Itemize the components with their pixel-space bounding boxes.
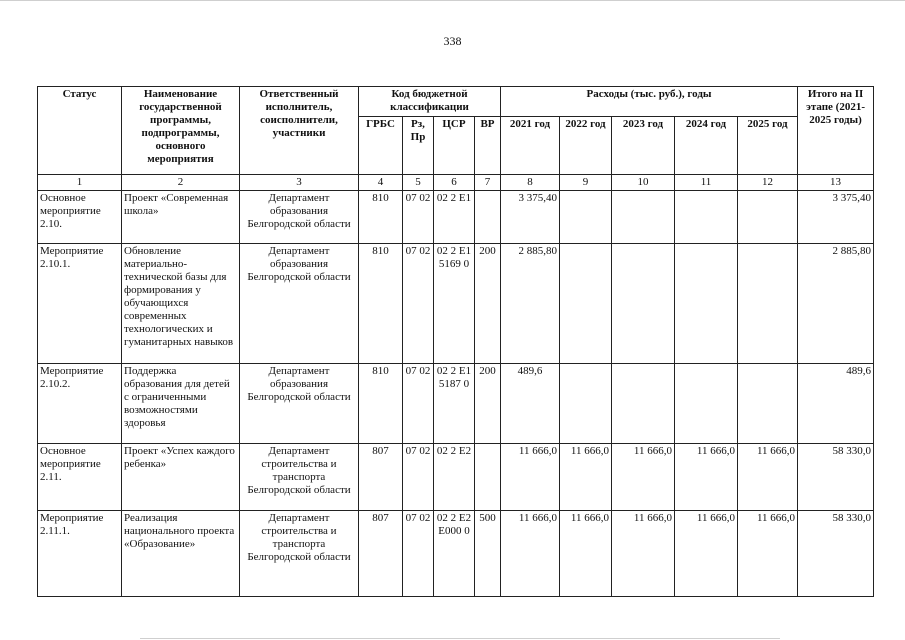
cell-2021: 2 885,80 bbox=[501, 244, 560, 364]
header-rzpr: Рз, Пр bbox=[403, 117, 434, 175]
cell-2022: 11 666,0 bbox=[560, 511, 612, 597]
cell-csr: 02 2 E1 bbox=[434, 191, 475, 244]
cell-name: Проект «Современная школа» bbox=[122, 191, 240, 244]
cell-rzpr: 07 02 bbox=[403, 511, 434, 597]
cell-grbs: 810 bbox=[359, 191, 403, 244]
cell-2023: 11 666,0 bbox=[612, 444, 675, 511]
cell-grbs: 807 bbox=[359, 444, 403, 511]
cell-2023 bbox=[612, 191, 675, 244]
cell-2022 bbox=[560, 191, 612, 244]
cell-status: Мероприятие 2.10.1. bbox=[38, 244, 122, 364]
cell-2021: 489,6 bbox=[501, 364, 560, 444]
cell-2024: 11 666,0 bbox=[675, 444, 738, 511]
cell-vr: 200 bbox=[475, 244, 501, 364]
header-grbs: ГРБС bbox=[359, 117, 403, 175]
cell-rzpr: 07 02 bbox=[403, 244, 434, 364]
header-2024: 2024 год bbox=[675, 117, 738, 175]
cell-2023 bbox=[612, 364, 675, 444]
column-number: 11 bbox=[675, 175, 738, 191]
column-number: 9 bbox=[560, 175, 612, 191]
column-number: 1 bbox=[38, 175, 122, 191]
cell-2025 bbox=[738, 191, 798, 244]
column-number: 13 bbox=[798, 175, 874, 191]
column-number: 6 bbox=[434, 175, 475, 191]
header-expenses: Расходы (тыс. руб.), годы bbox=[501, 87, 798, 117]
cell-2025 bbox=[738, 244, 798, 364]
cell-responsible: Департамент образования Белгородской области bbox=[240, 191, 359, 244]
cell-name: Проект «Успех каждого ребенка» bbox=[122, 444, 240, 511]
column-number: 2 bbox=[122, 175, 240, 191]
cell-vr: 200 bbox=[475, 364, 501, 444]
cell-vr: 500 bbox=[475, 511, 501, 597]
cell-csr: 02 2 E1 5169 0 bbox=[434, 244, 475, 364]
table-row bbox=[38, 444, 874, 511]
table-row bbox=[38, 191, 874, 244]
cell-grbs: 810 bbox=[359, 244, 403, 364]
bottom-edge-line bbox=[140, 638, 780, 639]
cell-total: 2 885,80 bbox=[798, 244, 874, 364]
header-csr: ЦСР bbox=[434, 117, 475, 175]
cell-vr bbox=[475, 191, 501, 244]
top-edge-line bbox=[0, 0, 905, 1]
page-number: 338 bbox=[443, 34, 462, 48]
table-row bbox=[38, 244, 874, 364]
column-number: 4 bbox=[359, 175, 403, 191]
column-number: 5 bbox=[403, 175, 434, 191]
cell-responsible: Департамент образования Белгородской области bbox=[240, 364, 359, 444]
cell-2021: 3 375,40 bbox=[501, 191, 560, 244]
cell-status: Мероприятие 2.10.2. bbox=[38, 364, 122, 444]
cell-name: Обновление материально-технической базы для формирования у обучающихся современных технологических и гуманитарных навыков bbox=[122, 244, 240, 364]
cell-total: 58 330,0 bbox=[798, 444, 874, 511]
cell-vr bbox=[475, 444, 501, 511]
cell-rzpr: 07 02 bbox=[403, 444, 434, 511]
header-2023: 2023 год bbox=[612, 117, 675, 175]
header-responsible: Ответственный исполнитель, соисполнители, участники bbox=[240, 87, 359, 175]
cell-grbs: 810 bbox=[359, 364, 403, 444]
cell-2023: 11 666,0 bbox=[612, 511, 675, 597]
column-number: 12 bbox=[738, 175, 798, 191]
cell-csr: 02 2 E2 bbox=[434, 444, 475, 511]
cell-rzpr: 07 02 bbox=[403, 191, 434, 244]
cell-name: Поддержка образования для детей с ограниченными возможностями здоровья bbox=[122, 364, 240, 444]
cell-2024: 11 666,0 bbox=[675, 511, 738, 597]
cell-2024 bbox=[675, 364, 738, 444]
header-2022: 2022 год bbox=[560, 117, 612, 175]
cell-2024 bbox=[675, 191, 738, 244]
cell-total: 58 330,0 bbox=[798, 511, 874, 597]
table-row bbox=[38, 511, 874, 597]
header-total: Итого на II этапе (2021-2025 годы) bbox=[798, 87, 874, 175]
cell-2021: 11 666,0 bbox=[501, 511, 560, 597]
header-row-1 bbox=[38, 87, 874, 117]
header-name: Наименование государственной программы, подпрограммы, основного мероприятия bbox=[122, 87, 240, 175]
cell-responsible: Департамент строительства и транспорта Белгородской области bbox=[240, 511, 359, 597]
header-vr: ВР bbox=[475, 117, 501, 175]
cell-responsible: Департамент строительства и транспорта Белгородской области bbox=[240, 444, 359, 511]
cell-responsible: Департамент образования Белгородской области bbox=[240, 244, 359, 364]
cell-total: 489,6 bbox=[798, 364, 874, 444]
cell-csr: 02 2 E1 5187 0 bbox=[434, 364, 475, 444]
cell-rzpr: 07 02 bbox=[403, 364, 434, 444]
cell-2022: 11 666,0 bbox=[560, 444, 612, 511]
cell-csr: 02 2 E2 E000 0 bbox=[434, 511, 475, 597]
cell-status: Основное мероприятие 2.11. bbox=[38, 444, 122, 511]
header-2021: 2021 год bbox=[501, 117, 560, 175]
cell-2021: 11 666,0 bbox=[501, 444, 560, 511]
cell-status: Основное мероприятие 2.10. bbox=[38, 191, 122, 244]
column-number: 10 bbox=[612, 175, 675, 191]
cell-grbs: 807 bbox=[359, 511, 403, 597]
budget-table bbox=[37, 86, 874, 597]
column-number: 8 bbox=[501, 175, 560, 191]
header-budget-code: Код бюджетной классификации bbox=[359, 87, 501, 117]
column-number: 3 bbox=[240, 175, 359, 191]
column-number: 7 bbox=[475, 175, 501, 191]
header-2025: 2025 год bbox=[738, 117, 798, 175]
cell-total: 3 375,40 bbox=[798, 191, 874, 244]
cell-2022 bbox=[560, 244, 612, 364]
cell-2025: 11 666,0 bbox=[738, 444, 798, 511]
column-number-row bbox=[38, 175, 874, 191]
cell-2022 bbox=[560, 364, 612, 444]
cell-2023 bbox=[612, 244, 675, 364]
cell-name: Реализация национального проекта «Образование» bbox=[122, 511, 240, 597]
header-status: Статус bbox=[38, 87, 122, 175]
table-row bbox=[38, 364, 874, 444]
cell-status: Мероприятие 2.11.1. bbox=[38, 511, 122, 597]
cell-2024 bbox=[675, 244, 738, 364]
cell-2025: 11 666,0 bbox=[738, 511, 798, 597]
cell-2025 bbox=[738, 364, 798, 444]
